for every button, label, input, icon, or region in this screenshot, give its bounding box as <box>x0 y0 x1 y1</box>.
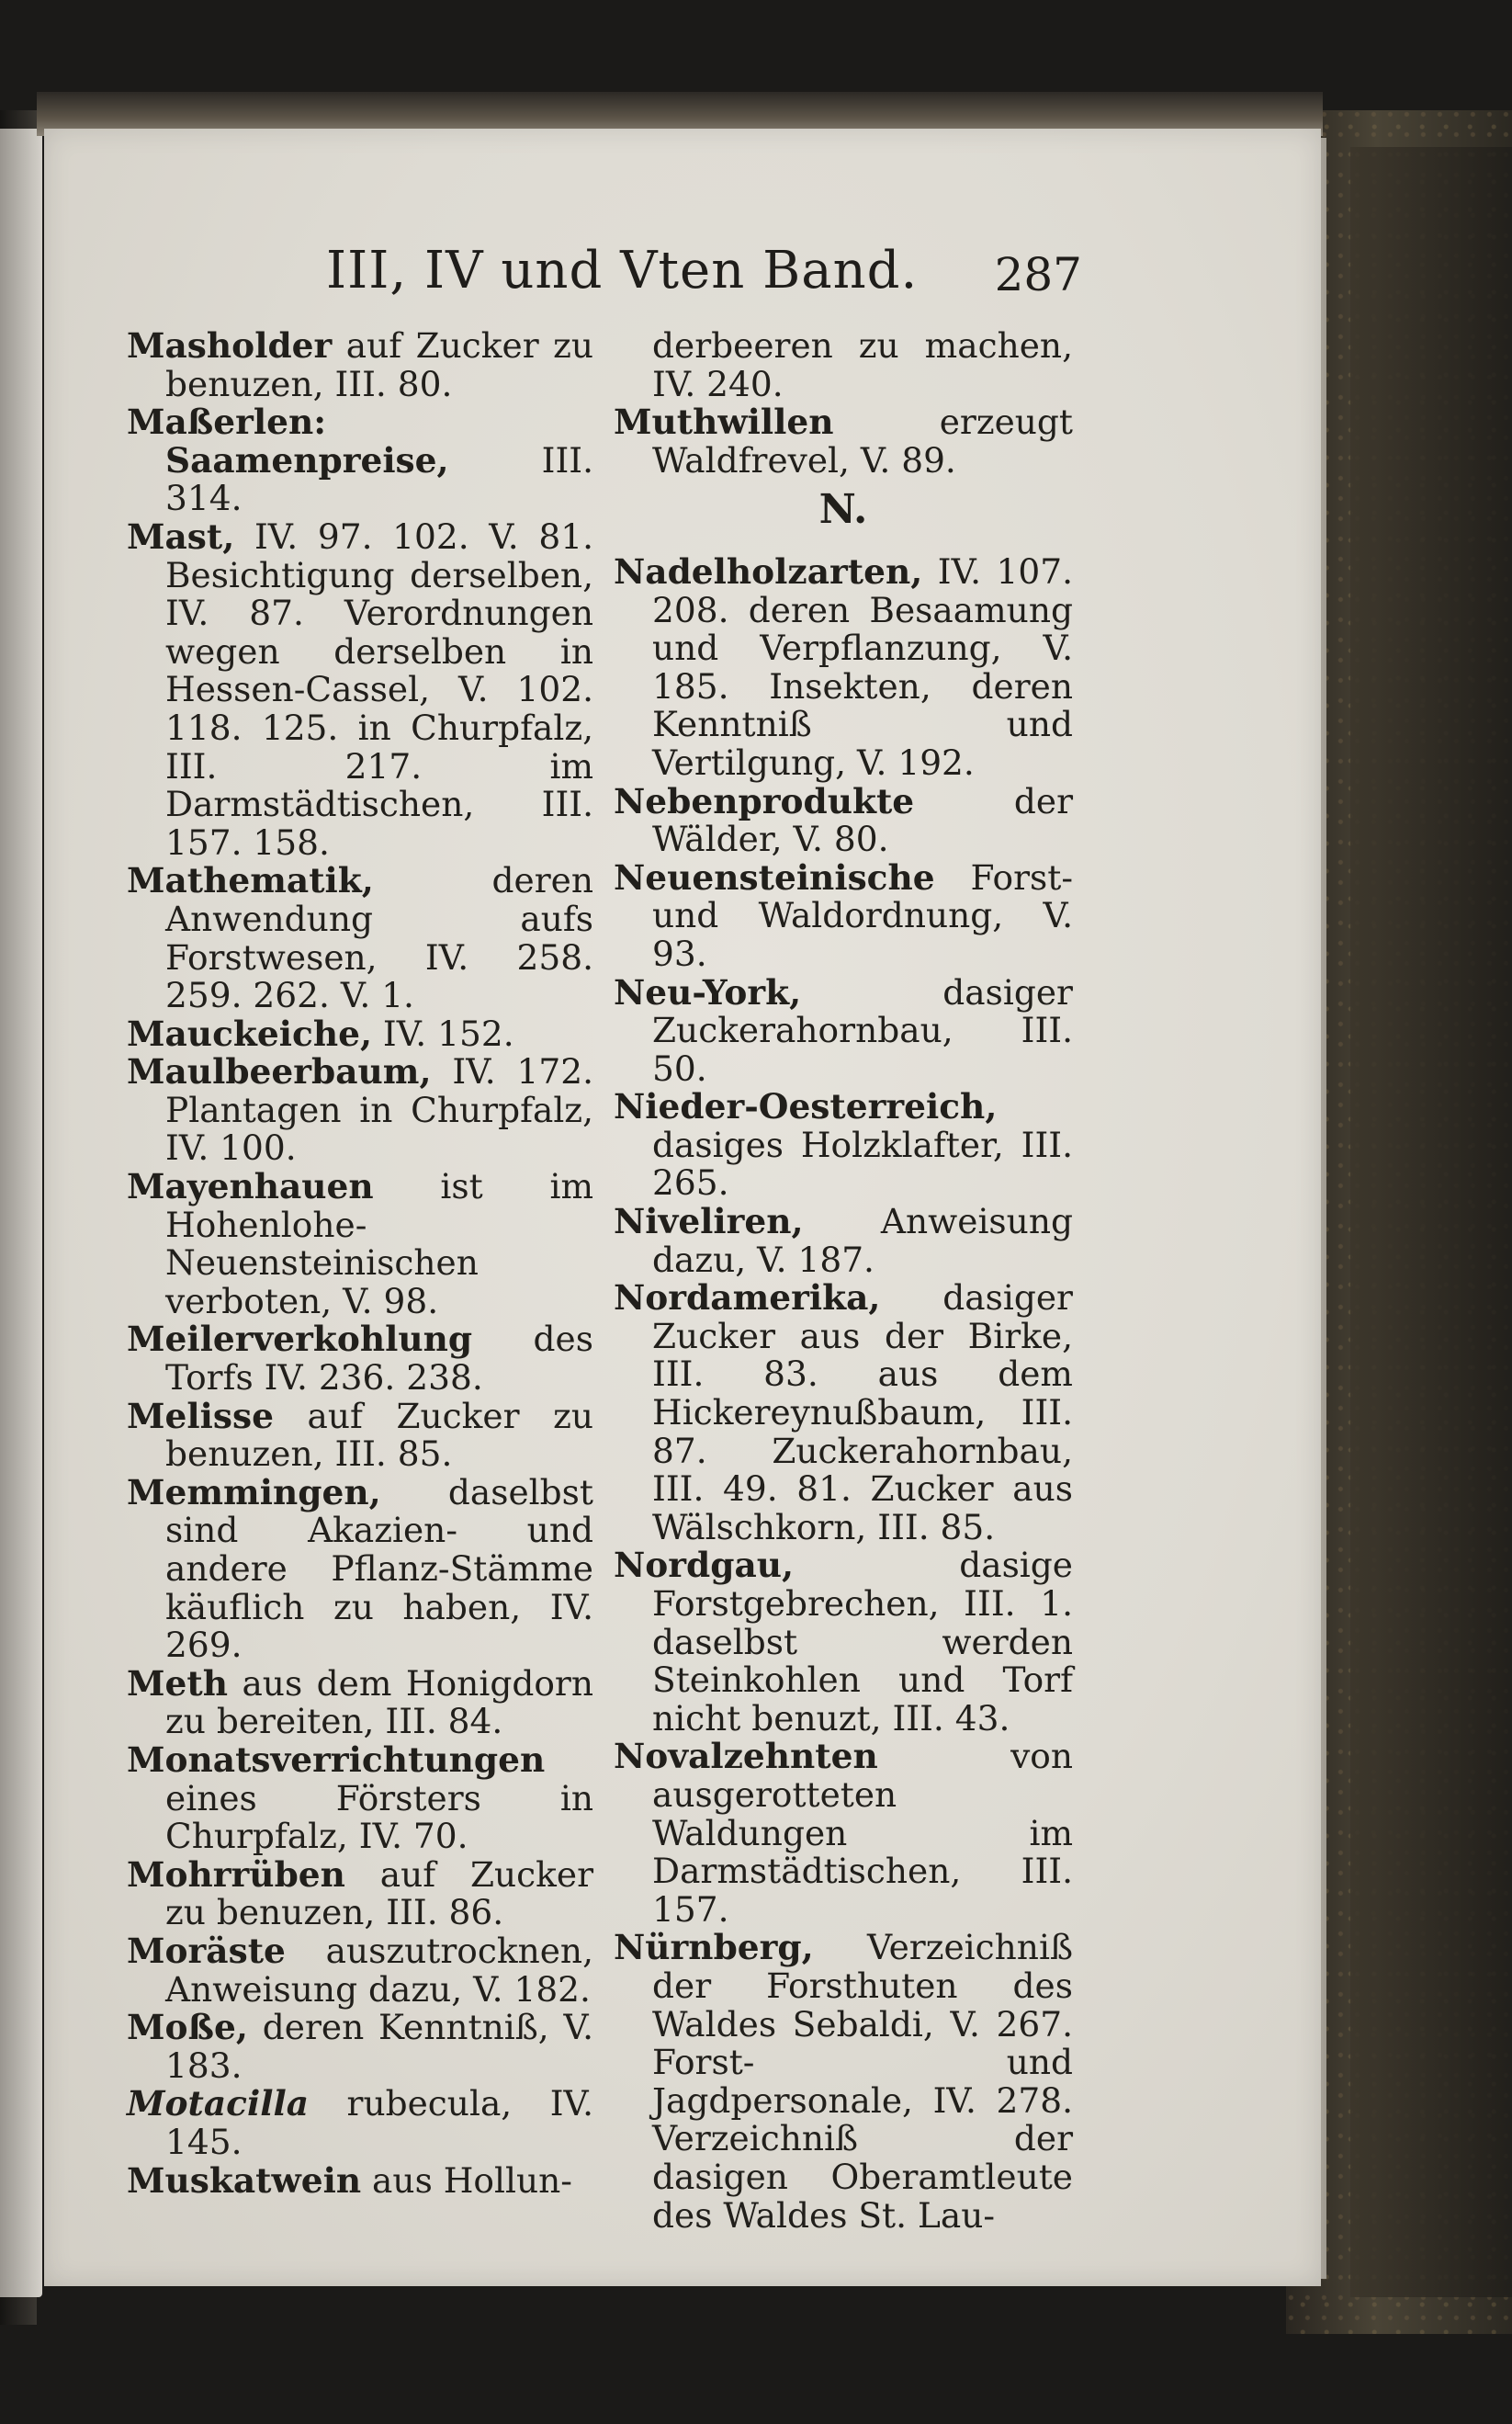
index-entry <box>127 1053 593 1168</box>
entry-references: dasiger Zucker aus der Birke, III. 83. aus dem Hickereynußbaum, III. 87. Zuckerahornbau, III. 49. 81. Zucker aus Wälschkorn, III. 85. <box>652 1277 1073 1547</box>
entry-references: auf Zucker zu benuzen, III. 85. <box>165 1395 593 1475</box>
index-column-left <box>127 327 593 2200</box>
entry-references: Anweisung dazu, V. 187. <box>652 1201 1073 1280</box>
index-entry <box>127 862 593 1014</box>
index-entry <box>614 1929 1073 2235</box>
entry-headword: Nadelholzarten, <box>614 550 923 592</box>
index-entry <box>614 550 1073 783</box>
entry-headword: Maßerlen: Saamenpreise, <box>127 402 449 481</box>
entry-references: aus dem Honigdorn zu bereiten, III. 84. <box>165 1662 593 1742</box>
entry-headword: Meilerverkohlung <box>127 1319 473 1360</box>
index-entry <box>127 1741 593 1856</box>
index-entry <box>127 1853 593 1933</box>
entry-references: ist im Hohenlohe-Neuensteinischen verboten, V. 98. <box>165 1166 593 1321</box>
entry-headword: Niveliren, <box>614 1201 804 1242</box>
index-entry <box>614 1203 1073 1279</box>
index-entry <box>127 1932 593 2009</box>
entries-n <box>614 550 1073 2236</box>
entry-references: IV. 172. Plantagen in Churpfalz, IV. 100. <box>165 1051 593 1169</box>
entry-references: deren Anwendung aufs Forstwesen, IV. 258. 259. 262. V. 1. <box>165 860 593 1016</box>
entry-headword: Melisse <box>127 1395 274 1436</box>
entry-references: deren Kenntniß, V. 183. <box>165 2007 593 2086</box>
entry-references: aus Hollun- <box>361 2159 572 2201</box>
left-page-edge <box>0 129 42 2297</box>
index-entry <box>614 1738 1073 1929</box>
entry-references: Forst- und Waldordnung, V. 93. <box>652 856 1073 974</box>
index-entry <box>614 856 1073 974</box>
entry-references: Verzeichniß der Forsthuten des Waldes Sebaldi, V. 267. Forst- und Jagdpersonale, IV. 278. Verzeichniß der dasigen Oberamtleute des Waldes St. Lau- <box>652 1927 1073 2236</box>
entry-headword: Motacilla <box>127 2083 310 2124</box>
entry-headword: Mohrrüben <box>127 1853 345 1895</box>
entries-m-tail <box>614 403 1073 480</box>
entry-references: auf Zucker zu benuzen, III. 86. <box>165 1853 593 1933</box>
entry-references: erzeugt Waldfrevel, V. 89. <box>652 402 1073 481</box>
index-entry <box>614 1546 1073 1738</box>
entry-headword: Maulbeerbaum, <box>127 1051 432 1093</box>
entry-headword: Nebenprodukte <box>614 780 915 821</box>
continuation-line: derbeeren zu machen, IV. 240. <box>652 325 1073 404</box>
entry-references: auf Zucker zu benuzen, III. 80. <box>165 325 593 404</box>
entry-headword: Neu-York, <box>614 971 802 1013</box>
entry-references: IV. 107. 208. deren Besaamung und Verpflanzung, V. 185. Insekten, deren Kenntniß und Vertilgung, V. 192. <box>652 550 1073 783</box>
index-entry <box>127 1395 593 1475</box>
entry-headword: Nürnberg, <box>614 1927 814 1968</box>
index-entry <box>127 1471 593 1666</box>
index-entry <box>127 403 593 518</box>
entry-headword: Novalzehnten <box>614 1736 878 1777</box>
entry-headword: Meth <box>127 1662 228 1704</box>
entry-headword: Nordgau, <box>614 1545 795 1586</box>
entry-headword: Masholder <box>127 325 333 366</box>
entry-references: III. 314. <box>165 439 593 519</box>
entry-references: dasige Forstgebrechen, III. 1. daselbst werden Steinkohlen und Torf nicht benuzt, III. 43. <box>652 1545 1073 1739</box>
entry-references: daselbst sind Akazien- und andere Pflanz-Stämme käuflich zu haben, IV. 269. <box>165 1471 593 1666</box>
index-entry <box>614 971 1073 1089</box>
index-entry <box>127 1168 593 1320</box>
section-letter-n: N. <box>818 486 868 534</box>
book-cover-board <box>1350 147 1512 2297</box>
entry-references: der Wälder, V. 80. <box>652 780 1073 860</box>
entry-headword: Mayenhauen <box>127 1166 374 1207</box>
entry-headword: Muthwillen <box>614 402 834 443</box>
entry-references: rubecula, IV. 145. <box>165 2083 593 2162</box>
index-entry <box>614 1279 1073 1546</box>
entry-headword: Moße, <box>127 2007 248 2048</box>
index-entry <box>127 327 593 403</box>
index-entry <box>127 1320 593 1397</box>
index-entry <box>127 2009 593 2085</box>
entry-references: IV. 97. 102. V. 81. Besichtigung derselben, IV. 87. Verordnungen wegen derselben in Hessen-Cassel, V. 102. 118. 125. in Churpfalz, III. 217. im Darmstädtischen, III. 157. 158. <box>165 515 593 863</box>
index-entry <box>127 1662 593 1742</box>
index-entry <box>127 2159 593 2201</box>
running-header: III, IV und Vten Band. <box>326 241 919 300</box>
entry-headword: Mast, <box>127 515 235 557</box>
entry-headword: Muskatwein <box>127 2159 362 2201</box>
page-number: 287 <box>994 248 1082 301</box>
entry-references: auszutrocknen, Anweisung dazu, V. 182. <box>165 1930 593 2010</box>
entry-references: IV. 152. <box>372 1013 514 1054</box>
entry-references: dasiges Holzklafter, III. 265. <box>652 1124 1073 1204</box>
index-entry <box>127 1015 593 1054</box>
entry-headword: Mauckeiche, <box>127 1013 373 1054</box>
index-entry <box>127 515 593 863</box>
index-entry <box>614 780 1073 860</box>
index-entry <box>127 2085 593 2161</box>
entry-headword: Monatsverrichtungen <box>127 1739 546 1780</box>
entry-headword: Neuensteinische <box>614 856 935 898</box>
index-entry <box>614 1088 1073 1203</box>
entry-references: eines Försters in Churpfalz, IV. 70. <box>165 1777 593 1857</box>
entry-headword: Memmingen, <box>127 1471 381 1512</box>
entry-headword: Nieder-Oesterreich, <box>614 1086 998 1127</box>
entry-references: dasiger Zuckerahornbau, III. 50. <box>652 971 1073 1089</box>
entry-headword: Moräste <box>127 1930 286 1971</box>
entry-headword: Nordamerika, <box>614 1277 881 1319</box>
entry-references: von ausgerotteten Waldungen im Darmstädtischen, III. 157. <box>652 1736 1073 1930</box>
entry-references: des Torfs IV. 236. 238. <box>165 1319 593 1399</box>
index-column-right <box>614 327 1073 2235</box>
entry-headword: Mathematik, <box>127 860 374 901</box>
index-entry <box>614 403 1073 480</box>
